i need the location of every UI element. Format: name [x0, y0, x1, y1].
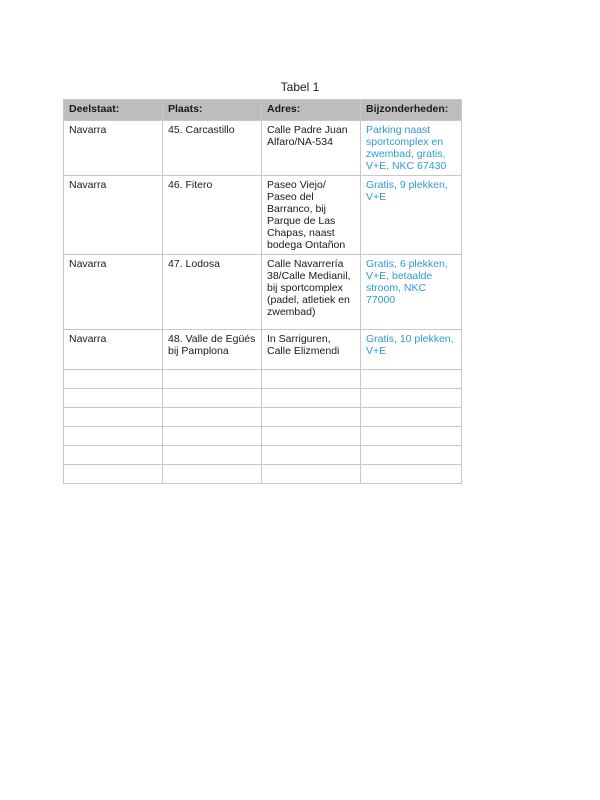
- empty-cell: [163, 408, 262, 427]
- cell-plaats: 47. Lodosa: [163, 255, 262, 330]
- cell-plaats: 48. Valle de Egüés bij Pamplona: [163, 330, 262, 370]
- header-plaats: Plaats:: [163, 100, 262, 121]
- header-adres: Adres:: [262, 100, 361, 121]
- table-row: [64, 255, 462, 330]
- cell-adres: Calle Padre Juan Alfaro/NA-534: [262, 121, 361, 176]
- empty-cell: [163, 427, 262, 446]
- empty-cell: [361, 389, 462, 408]
- table-header-row: [64, 100, 462, 121]
- empty-cell: [64, 427, 163, 446]
- empty-cell: [361, 446, 462, 465]
- empty-cell: [163, 465, 262, 484]
- data-table: [63, 99, 462, 484]
- empty-cell: [262, 408, 361, 427]
- cell-bijzonderheden: Gratis, 6 plekken, V+E, betaalde stroom, NKC 77000: [361, 255, 462, 330]
- page-title: Tabel 1: [280, 80, 320, 94]
- cell-deelstaat: Navarra: [64, 330, 163, 370]
- empty-cell: [361, 408, 462, 427]
- empty-table-row: [64, 465, 462, 484]
- empty-cell: [262, 389, 361, 408]
- empty-cell: [361, 465, 462, 484]
- cell-bijzonderheden: Parking naast sportcomplex en zwembad, gratis, V+E, NKC 67430: [361, 121, 462, 176]
- cell-adres: Paseo Viejo/ Paseo del Barranco, bij Parque de Las Chapas, naast bodega Ontañon: [262, 176, 361, 255]
- empty-table-row: [64, 408, 462, 427]
- empty-cell: [262, 446, 361, 465]
- header-deelstaat: Deelstaat:: [64, 100, 163, 121]
- empty-cell: [361, 427, 462, 446]
- empty-cell: [163, 446, 262, 465]
- empty-cell: [64, 465, 163, 484]
- cell-adres: Calle Navarrería 38/Calle Medianil, bij sportcomplex (padel, atletiek en zwembad): [262, 255, 361, 330]
- empty-cell: [64, 446, 163, 465]
- empty-cell: [361, 370, 462, 389]
- empty-cell: [262, 427, 361, 446]
- empty-table-row: [64, 370, 462, 389]
- cell-deelstaat: Navarra: [64, 255, 163, 330]
- empty-table-row: [64, 446, 462, 465]
- empty-table-row: [64, 389, 462, 408]
- cell-bijzonderheden: Gratis, 9 plekken, V+E: [361, 176, 462, 255]
- empty-cell: [163, 389, 262, 408]
- cell-plaats: 45. Carcastillo: [163, 121, 262, 176]
- table-row: [64, 121, 462, 176]
- empty-cell: [64, 370, 163, 389]
- cell-bijzonderheden: Gratis, 10 plekken, V+E: [361, 330, 462, 370]
- cell-deelstaat: Navarra: [64, 176, 163, 255]
- table-row: [64, 330, 462, 370]
- cell-adres: In Sarriguren, Calle Elizmendi: [262, 330, 361, 370]
- header-bijzonderheden: Bijzonderheden:: [361, 100, 462, 121]
- cell-plaats: 46. Fitero: [163, 176, 262, 255]
- empty-cell: [262, 370, 361, 389]
- table-row: [64, 176, 462, 255]
- cell-deelstaat: Navarra: [64, 121, 163, 176]
- empty-cell: [262, 465, 361, 484]
- empty-table-row: [64, 427, 462, 446]
- empty-cell: [163, 370, 262, 389]
- empty-cell: [64, 389, 163, 408]
- empty-cell: [64, 408, 163, 427]
